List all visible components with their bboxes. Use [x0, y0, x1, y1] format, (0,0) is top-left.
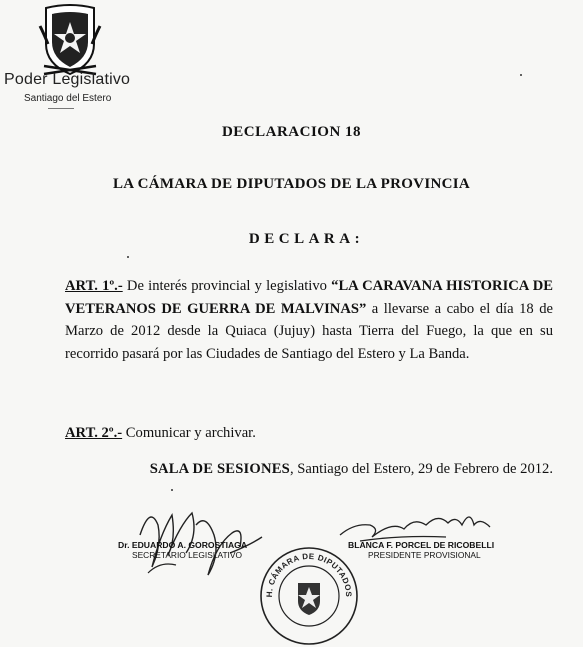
institution-name: Poder Legislativo: [4, 71, 131, 88]
article-1-body: a llevarse a cabo el día 18 de Marzo de 2012 desde la Quiaca (Jujuy) hasta Tierra del Fuego, la que en su recorrido pasará por las Ciudades de Santiago del Estero y La Banda.: [65, 300, 553, 362]
article-1-intro: De interés provincial y legislativo: [122, 278, 332, 294]
declares-heading: DECLARA:: [248, 231, 365, 247]
article-2: [65, 422, 553, 445]
scan-speck: [171, 489, 173, 491]
official-seal-stamp: [258, 545, 360, 647]
chamber-heading: LA CÁMARA DE DIPUTADOS DE LA PROVINCIA: [113, 176, 470, 192]
article-2-label: ART. 2º.-: [65, 425, 123, 441]
letterhead-divider: [48, 108, 74, 109]
article-1-label: ART. 1º.-: [65, 278, 123, 294]
coat-of-arms-emblem: [38, 4, 102, 76]
signatory-left-title: SECRETARIO LEGISLATIVO: [132, 550, 242, 560]
session-place-label: SALA DE SESIONES: [149, 461, 290, 477]
signatory-right-title: PRESIDENTE PROVISIONAL: [368, 550, 481, 560]
session-place-date: [65, 461, 553, 478]
institution-location: Santiago del Estero: [24, 93, 112, 104]
session-date: , Santiago del Estero, 29 de Febrero de 2012.: [289, 461, 553, 477]
signatory-left-name: Dr. EDUARDO A. GOROSTIAGA: [118, 540, 248, 550]
seal-text: H. CÁMARA DE DIPUTADOS: [264, 551, 354, 598]
scan-speck: [127, 256, 129, 258]
declaration-number: DECLARACION 18: [221, 124, 362, 140]
signatory-right-name: BLANCA F. PORCEL DE RICOBELLI: [348, 540, 495, 550]
article-1-title: “LA CARAVANA HISTORICA DE VETERANOS DE GUERRA DE MALVINAS”: [65, 278, 554, 317]
article-2-body: Comunicar y archivar.: [122, 425, 256, 441]
article-1: [65, 275, 553, 365]
scan-speck: [520, 74, 522, 76]
